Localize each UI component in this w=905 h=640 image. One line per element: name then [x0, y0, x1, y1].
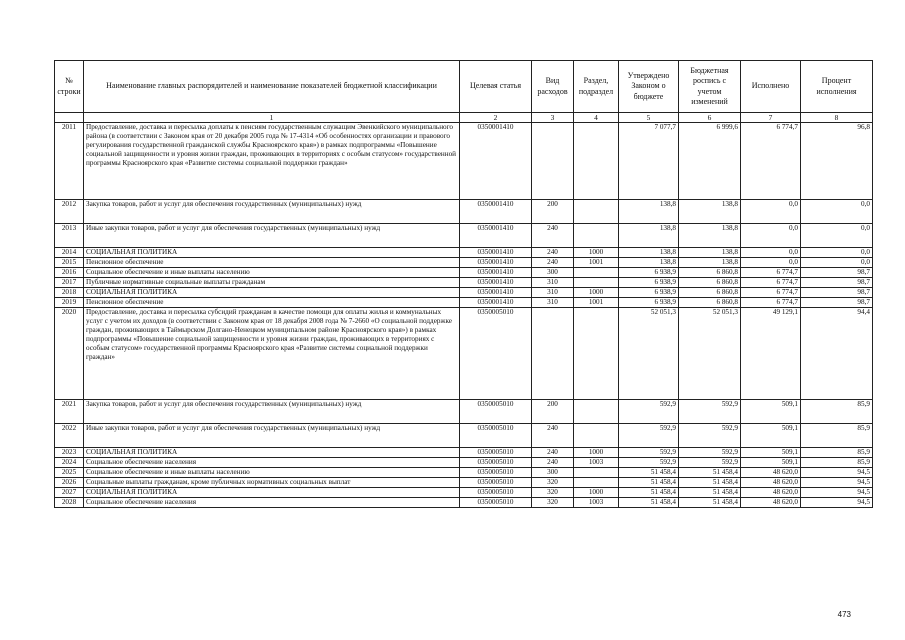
executed-amount: 509,1: [741, 424, 801, 448]
section-code: 1003: [574, 458, 619, 468]
section-code: [574, 308, 619, 400]
executed-amount: 48 620,0: [741, 498, 801, 508]
approved-amount: 6 938,9: [619, 268, 679, 278]
budget-amount: 138,8: [679, 224, 741, 248]
executed-amount: 6 774,7: [741, 288, 801, 298]
row-name: СОЦИАЛЬНАЯ ПОЛИТИКА: [84, 488, 460, 498]
row-number: 2012: [55, 200, 84, 224]
budget-table: [54, 60, 873, 508]
budget-amount: 51 458,4: [679, 478, 741, 488]
column-number: 8: [801, 113, 873, 123]
execution-percent: 98,7: [801, 288, 873, 298]
execution-percent: 94,5: [801, 478, 873, 488]
approved-amount: 51 458,4: [619, 478, 679, 488]
section-code: 1000: [574, 448, 619, 458]
row-number: 2021: [55, 400, 84, 424]
approved-amount: 51 458,4: [619, 468, 679, 478]
section-code: [574, 200, 619, 224]
executed-amount: 49 129,1: [741, 308, 801, 400]
expense-type: 320: [532, 478, 574, 488]
header-row-no: № строки: [55, 61, 84, 113]
executed-amount: 6 774,7: [741, 278, 801, 288]
target-article: 0350005010: [460, 478, 532, 488]
approved-amount: 51 458,4: [619, 488, 679, 498]
budget-amount: 592,9: [679, 448, 741, 458]
budget-amount: 138,8: [679, 200, 741, 224]
section-code: 1000: [574, 288, 619, 298]
column-number: [55, 113, 84, 123]
budget-amount: 6 860,8: [679, 288, 741, 298]
executed-amount: 0,0: [741, 248, 801, 258]
executed-amount: 0,0: [741, 200, 801, 224]
table-row: [55, 400, 873, 424]
target-article: 0350005010: [460, 308, 532, 400]
executed-amount: 48 620,0: [741, 478, 801, 488]
row-name: Закупка товаров, работ и услуг для обеспечения государственных (муниципальных) нужд: [84, 400, 460, 424]
row-name: Социальное обеспечение и иные выплаты населению: [84, 268, 460, 278]
execution-percent: 85,9: [801, 424, 873, 448]
approved-amount: 6 938,9: [619, 288, 679, 298]
execution-percent: 85,9: [801, 458, 873, 468]
approved-amount: 52 051,3: [619, 308, 679, 400]
table-row: [55, 288, 873, 298]
row-name: Предоставление, доставка и пересылка субсидий гражданам в качестве помощи для оплаты жилья и коммунальных услуг с учетом их доходов (в соответствии с Законом края от 18 декабря 2008 года № 7-2660 «О социальной поддержке граждан, проживающих в Таймырском Долгано-Ненецком муниципальном районе Красноярского края») в рамках подпрограммы «Повышение социальной защищенности и уровня жизни граждан, проживающих в территориях с особым статусом» государственной программы Красноярского края «Развитие системы социальной поддержки граждан»: [84, 308, 460, 400]
expense-type: 310: [532, 278, 574, 288]
budget-amount: 6 860,8: [679, 298, 741, 308]
target-article: 0350001410: [460, 278, 532, 288]
table-row: [55, 488, 873, 498]
table-row: [55, 258, 873, 268]
budget-amount: 138,8: [679, 258, 741, 268]
row-name: Пенсионное обеспечение: [84, 298, 460, 308]
approved-amount: 138,8: [619, 224, 679, 248]
table-row: [55, 298, 873, 308]
executed-amount: 509,1: [741, 400, 801, 424]
approved-amount: 6 938,9: [619, 278, 679, 288]
column-numbers-row: [55, 113, 873, 123]
row-name: Социальное обеспечение и иные выплаты населению: [84, 468, 460, 478]
table-row: [55, 458, 873, 468]
row-name: Социальные выплаты гражданам, кроме публичных нормативных социальных выплат: [84, 478, 460, 488]
budget-amount: 52 051,3: [679, 308, 741, 400]
execution-percent: 94,4: [801, 308, 873, 400]
column-number: 2: [460, 113, 532, 123]
section-code: [574, 424, 619, 448]
section-code: [574, 468, 619, 478]
row-number: 2028: [55, 498, 84, 508]
approved-amount: 138,8: [619, 200, 679, 224]
approved-amount: 51 458,4: [619, 498, 679, 508]
execution-percent: 85,9: [801, 400, 873, 424]
section-code: 1001: [574, 298, 619, 308]
expense-type: 240: [532, 248, 574, 258]
row-number: 2024: [55, 458, 84, 468]
row-name: СОЦИАЛЬНАЯ ПОЛИТИКА: [84, 448, 460, 458]
budget-amount: 6 860,8: [679, 278, 741, 288]
executed-amount: 0,0: [741, 258, 801, 268]
expense-type: 300: [532, 468, 574, 478]
approved-amount: 592,9: [619, 400, 679, 424]
execution-percent: 98,7: [801, 268, 873, 278]
budget-amount: 138,8: [679, 248, 741, 258]
executed-amount: 48 620,0: [741, 488, 801, 498]
budget-amount: 592,9: [679, 458, 741, 468]
column-number: 1: [84, 113, 460, 123]
execution-percent: 0,0: [801, 248, 873, 258]
execution-percent: 94,5: [801, 488, 873, 498]
target-article: 0350005010: [460, 400, 532, 424]
budget-amount: 51 458,4: [679, 468, 741, 478]
header-name: Наименование главных распорядителей и наименование показателей бюджетной классификации: [84, 61, 460, 113]
budget-amount: 6 860,8: [679, 268, 741, 278]
row-name: Публичные нормативные социальные выплаты гражданам: [84, 278, 460, 288]
row-number: 2020: [55, 308, 84, 400]
section-code: [574, 123, 619, 200]
budget-amount: 592,9: [679, 424, 741, 448]
row-name: Иные закупки товаров, работ и услуг для обеспечения государственных (муниципальных) нужд: [84, 424, 460, 448]
execution-percent: 0,0: [801, 224, 873, 248]
table-row: [55, 224, 873, 248]
expense-type: 310: [532, 298, 574, 308]
table-row: [55, 448, 873, 458]
row-name: Социальное обеспечение населения: [84, 458, 460, 468]
header-target-article: Целевая статья: [460, 61, 532, 113]
table-row: [55, 308, 873, 400]
expense-type: 300: [532, 268, 574, 278]
section-code: 1001: [574, 258, 619, 268]
section-code: 1000: [574, 248, 619, 258]
expense-type: 240: [532, 448, 574, 458]
executed-amount: 0,0: [741, 224, 801, 248]
row-name: Закупка товаров, работ и услуг для обеспечения государственных (муниципальных) нужд: [84, 200, 460, 224]
table-row: [55, 468, 873, 478]
expense-type: 310: [532, 288, 574, 298]
execution-percent: 94,5: [801, 468, 873, 478]
expense-type: 200: [532, 400, 574, 424]
header-percent: Процент исполнения: [801, 61, 873, 113]
table-row: [55, 424, 873, 448]
target-article: 0350005010: [460, 468, 532, 478]
table-row: [55, 268, 873, 278]
approved-amount: 7 077,7: [619, 123, 679, 200]
execution-percent: 85,9: [801, 448, 873, 458]
expense-type: 320: [532, 498, 574, 508]
target-article: 0350001410: [460, 268, 532, 278]
table-row: [55, 478, 873, 488]
executed-amount: 6 774,7: [741, 298, 801, 308]
row-name: Пенсионное обеспечение: [84, 258, 460, 268]
execution-percent: 98,7: [801, 298, 873, 308]
table-row: [55, 123, 873, 200]
section-code: [574, 268, 619, 278]
execution-percent: 96,8: [801, 123, 873, 200]
expense-type: 240: [532, 258, 574, 268]
row-number: 2013: [55, 224, 84, 248]
table-row: [55, 278, 873, 288]
column-number: 4: [574, 113, 619, 123]
header-budget-list: Бюджетная роспись с учетом изменений: [679, 61, 741, 113]
table-row: [55, 200, 873, 224]
column-number: 7: [741, 113, 801, 123]
budget-amount: 51 458,4: [679, 498, 741, 508]
row-name: СОЦИАЛЬНАЯ ПОЛИТИКА: [84, 288, 460, 298]
column-number: 6: [679, 113, 741, 123]
target-article: 0350001410: [460, 123, 532, 200]
target-article: 0350005010: [460, 488, 532, 498]
row-number: 2026: [55, 478, 84, 488]
approved-amount: 138,8: [619, 258, 679, 268]
row-number: 2023: [55, 448, 84, 458]
target-article: 0350005010: [460, 458, 532, 468]
expense-type: [532, 123, 574, 200]
header-expense-type: Вид расходов: [532, 61, 574, 113]
budget-amount: 592,9: [679, 400, 741, 424]
column-number: 5: [619, 113, 679, 123]
budget-amount: 6 999,6: [679, 123, 741, 200]
row-number: 2017: [55, 278, 84, 288]
section-code: 1000: [574, 488, 619, 498]
section-code: [574, 278, 619, 288]
target-article: 0350005010: [460, 448, 532, 458]
execution-percent: 0,0: [801, 258, 873, 268]
target-article: 0350001410: [460, 288, 532, 298]
target-article: 0350001410: [460, 224, 532, 248]
table-row: [55, 248, 873, 258]
table-row: [55, 498, 873, 508]
expense-type: 240: [532, 458, 574, 468]
executed-amount: 6 774,7: [741, 268, 801, 278]
row-number: 2022: [55, 424, 84, 448]
row-name: Социальное обеспечение населения: [84, 498, 460, 508]
row-number: 2014: [55, 248, 84, 258]
row-name: СОЦИАЛЬНАЯ ПОЛИТИКА: [84, 248, 460, 258]
row-name: Иные закупки товаров, работ и услуг для обеспечения государственных (муниципальных) нужд: [84, 224, 460, 248]
target-article: 0350001410: [460, 248, 532, 258]
expense-type: 200: [532, 200, 574, 224]
budget-amount: 51 458,4: [679, 488, 741, 498]
target-article: 0350001410: [460, 298, 532, 308]
header-approved: Утверждено Законом о бюджете: [619, 61, 679, 113]
row-number: 2025: [55, 468, 84, 478]
row-name: Предоставление, доставка и пересылка доплаты к пенсиям государственным служащим Эвенкийского муниципального района (в соответствии с Законом края от 20 декабря 2005 года № 17-4314 «Об особенностях организации и правового регулирования государственной гражданской службы Красноярского края») в рамках подпрограммы «Повышение социальной защищенности и уровня жизни граждан, проживающих в территориях с особым статусом» государственной программы Красноярского края «Развитие системы социальной поддержки граждан»: [84, 123, 460, 200]
approved-amount: 592,9: [619, 448, 679, 458]
row-number: 2019: [55, 298, 84, 308]
section-code: 1003: [574, 498, 619, 508]
section-code: [574, 224, 619, 248]
target-article: 0350001410: [460, 258, 532, 268]
expense-type: [532, 308, 574, 400]
header-executed: Исполнено: [741, 61, 801, 113]
header-section: Раздел, подраздел: [574, 61, 619, 113]
approved-amount: 138,8: [619, 248, 679, 258]
table-header: [55, 61, 873, 123]
executed-amount: 509,1: [741, 458, 801, 468]
expense-type: 320: [532, 488, 574, 498]
row-number: 2015: [55, 258, 84, 268]
execution-percent: 94,5: [801, 498, 873, 508]
execution-percent: 0,0: [801, 200, 873, 224]
expense-type: 240: [532, 424, 574, 448]
row-number: 2027: [55, 488, 84, 498]
row-number: 2018: [55, 288, 84, 298]
approved-amount: 6 938,9: [619, 298, 679, 308]
row-number: 2016: [55, 268, 84, 278]
executed-amount: 509,1: [741, 448, 801, 458]
target-article: 0350001410: [460, 200, 532, 224]
execution-percent: 98,7: [801, 278, 873, 288]
page-number: 473: [837, 610, 851, 619]
expense-type: 240: [532, 224, 574, 248]
approved-amount: 592,9: [619, 424, 679, 448]
column-number: 3: [532, 113, 574, 123]
section-code: [574, 400, 619, 424]
row-number: 2011: [55, 123, 84, 200]
section-code: [574, 478, 619, 488]
target-article: 0350005010: [460, 498, 532, 508]
executed-amount: 6 774,7: [741, 123, 801, 200]
approved-amount: 592,9: [619, 458, 679, 468]
target-article: 0350005010: [460, 424, 532, 448]
table-body: [55, 123, 873, 508]
executed-amount: 48 620,0: [741, 468, 801, 478]
